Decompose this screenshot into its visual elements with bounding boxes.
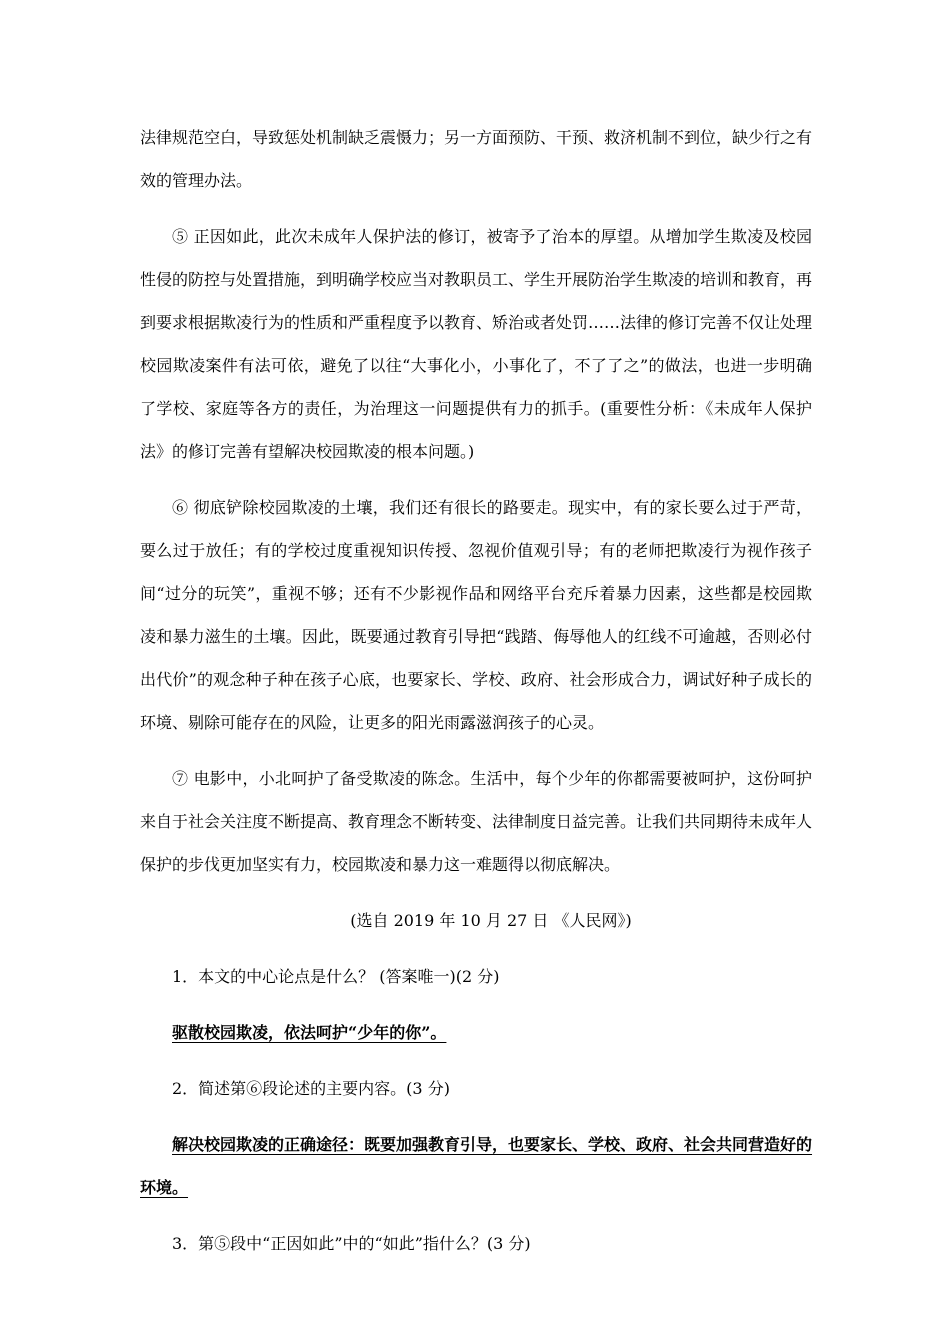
answer-2	[140, 1123, 812, 1209]
question-2: 2．简述第⑥段论述的主要内容。(3 分)	[172, 1079, 450, 1098]
answer-2-text: 解决校园欺凌的正确途径：既要加强教育引导，也要家长、学校、政府、社会共同营造好的环境。	[140, 1135, 813, 1197]
answer-1-text: 驱散校园欺凌，依法呵护“少年的你”。	[172, 1023, 447, 1042]
question-1: 1．本文的中心论点是什么？ (答案唯一)(2 分)	[172, 967, 500, 986]
paragraph-continued: 法律规范空白，导致惩处机制缺乏震慑力；另一方面预防、干预、救济机制不到位，缺少行之有效的管理办法。	[140, 128, 813, 190]
paragraph-7: ⑦ 电影中，小北呵护了备受欺凌的陈念。生活中，每个少年的你都需要被呵护，这份呵护来自于社会关注度不断提高、教育理念不断转变、法律制度日益完善。让我们共同期待未成年人保护的步伐更加坚实有力，校园欺凌和暴力这一难题得以彻底解决。	[140, 769, 813, 874]
source-citation: (选自 2019 年 10 月 27 日 《人民网》)	[350, 911, 632, 930]
document-body	[140, 116, 812, 1278]
answer-1	[140, 1011, 812, 1054]
paragraph-5: ⑤ 正因如此，此次未成年人保护法的修订，被寄予了治本的厚望。从增加学生欺凌及校园性侵的防控与处置措施，到明确学校应当对教职员工、学生开展防治学生欺凌的培训和教育，再到要求根据欺凌行为的性质和严重程度予以教育、矫治或者处罚……法律的修订完善不仅让处理校园欺凌案件有法可依，避免了以往“大事化小，小事化了，不了了之”的做法，也进一步明确了学校、家庭等各方的责任，为治理这一问题提供有力的抓手。(重要性分析：《未成年人保护法》的修订完善有望解决校园欺凌的根本问题。)	[140, 227, 813, 461]
question-3: 3．第⑤段中“正因如此”中的“如此”指什么？(3 分)	[172, 1234, 531, 1253]
paragraph-6: ⑥ 彻底铲除校园欺凌的土壤，我们还有很长的路要走。现实中，有的家长要么过于严苛，要么过于放任；有的学校过度重视知识传授、忽视价值观引导；有的老师把欺凌行为视作孩子间“过分的玩笑”，重视不够；还有不少影视作品和网络平台充斥着暴力因素，这些都是校园欺凌和暴力滋生的土壤。因此，既要通过教育引导把“践踏、侮辱他人的红线不可逾越，否则必付出代价”的观念种子种在孩子心底，也要家长、学校、政府、社会形成合力，调试好种子成长的环境、剔除可能存在的风险，让更多的阳光雨露滋润孩子的心灵。	[140, 498, 812, 732]
